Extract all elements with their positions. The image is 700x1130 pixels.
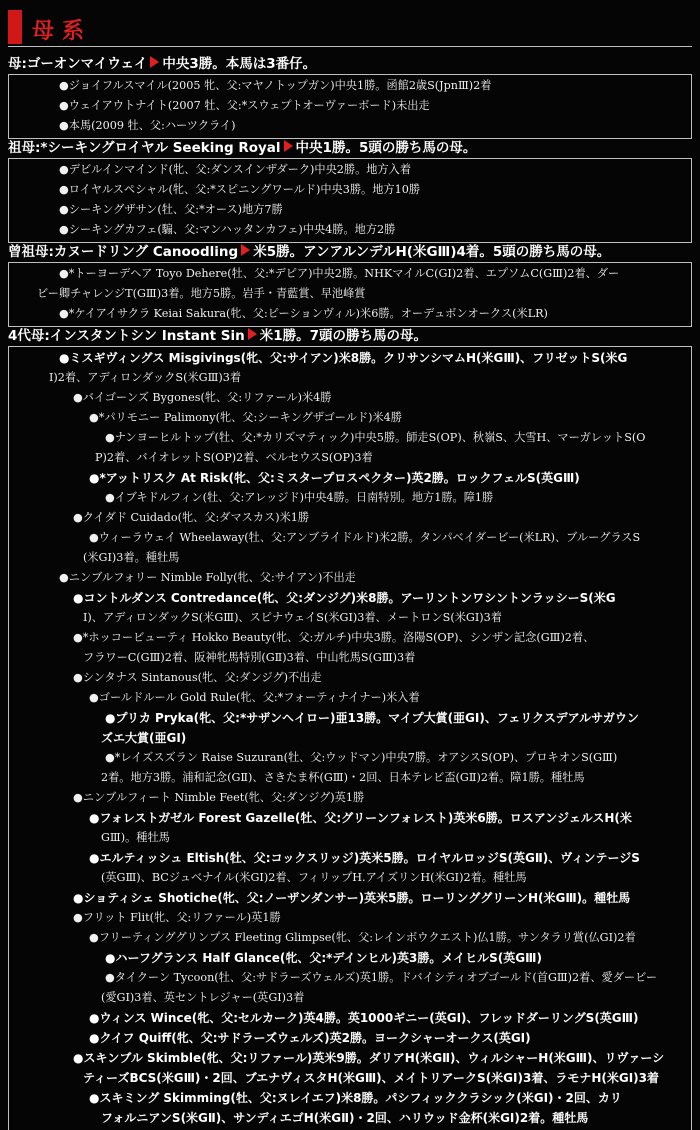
list-item: ●ジョイフルスマイル(2005 牝、父:マヤノトップガン)中央1勝。函館2歳S(JpnⅢ)2着 (59, 79, 492, 92)
list-item: ●*パリモニー Palimony(牝、父:シーキングザゴールド)米4勝 (89, 411, 402, 424)
list-item: ●ゴールドルール Gold Rule(牝、父:*フォーティナイナー)米入着 (89, 691, 420, 704)
list-item: ●フォレストガゼル Forest Gazelle(牡、父:グリーンフォレスト)英米6勝。ロスアンジェルスH(米 (89, 811, 632, 825)
list-item-continued: P)2着、バイオレットS(OP)2着、ベルセウスS(OP)3着 (95, 451, 373, 464)
list-item: ●ニンブルフィート Nimble Feet(牝、父:ダンジグ)英1勝 (73, 791, 365, 804)
list-item: ●*ケイアイサクラ Keiai Sakura(牝、父:ピーションヴィル)米6勝。オーデュボンオークス(米LR) (59, 307, 548, 320)
list-item: ●ニンブルフォリー Nimble Folly(牝、父:サイアン)不出走 (59, 571, 356, 584)
list-item: ●シーキングカフェ(騸、父:マンハッタンカフェ)中央4勝。地方2勝 (59, 223, 396, 236)
list-item: ●シーキングザサン(牡、父:*オース)地方7勝 (59, 203, 283, 216)
list-item-continued: フォルニアンS(米GⅡ)、サンディエゴH(米GⅡ)・2回、ハリウッド金杯(米GⅠ)2着。種牡馬 (101, 1111, 589, 1125)
list-item: ●*ホッコービューティ Hokko Beauty(牝、父:ガルチ)中央3勝。洛陽S(OP)、シンザン記念(GⅢ)2着、 (73, 631, 595, 644)
title-rule (8, 46, 692, 47)
fourth-dam-summary: 米1勝。7頭の勝ち馬の母。 (259, 328, 428, 344)
fourth-dam-progeny-list (8, 346, 692, 1130)
arrow-icon (241, 244, 250, 256)
arrow-icon (248, 328, 257, 340)
list-item: ●ウィンス Wince(牝、父:セルカーク)英4勝。英1000ギニー(英GⅠ)、フレッドダーリングS(英GⅢ) (89, 1011, 639, 1025)
list-item: ●タイクーン Tycoon(牡、父:サドラーズウェルズ)英1勝。ドバイシティオブゴールド(首GⅢ)2着、愛ダービー (105, 971, 658, 984)
list-item: ●フリット Flit(牝、父:リファール)英1勝 (73, 911, 281, 924)
list-item-continued: フラワーC(GⅢ)2着、阪神牝馬特別(GⅡ)3着、中山牝馬S(GⅢ)3着 (83, 651, 416, 664)
great-granddam-section (8, 238, 692, 327)
great-granddam-name: 曾祖母:カヌードリング Canoodling (8, 244, 239, 260)
list-item: ●クイダド Cuidado(牝、父:ダマスカス)米1勝 (73, 511, 310, 524)
dam-progeny-list (8, 74, 692, 139)
list-item: ●シンタナス Sintanous(牝、父:ダンジグ)不出走 (73, 671, 322, 684)
list-item-continued: ズエ大賞(亜GⅠ) (101, 731, 187, 745)
granddam-section (8, 134, 692, 243)
list-item-continued: ビー卿チャレンジT(GⅢ)3着。地方5勝。岩手・青藍賞、早池峰賞 (37, 287, 366, 300)
list-item: ●本馬(2009 牡、父:ハーツクライ) (59, 119, 236, 132)
list-item: ●クイフ Quiff(牝、父:サドラーズウェルズ)英2勝。ヨークシャーオークス(英GⅠ) (89, 1031, 531, 1045)
list-item-continued: (英GⅢ)、BCジュベナイル(米GⅠ)2着、フィリップH.アイズリンH(米GⅠ)2着。種牡馬 (101, 871, 527, 884)
fourth-dam-header (8, 322, 692, 346)
granddam-header (8, 134, 692, 158)
section-title (8, 10, 692, 48)
list-item-continued: GⅢ)。種牡馬 (101, 831, 170, 844)
granddam-name: 祖母:*シーキングロイヤル Seeking Royal (8, 140, 281, 156)
arrow-icon (150, 56, 159, 68)
list-item: ●*レイズスズラン Raise Suzuran(牡、父:ウッドマン)中央7勝。オアシスS(OP)、プロキオンS(GⅢ) (105, 751, 618, 764)
list-item: ●*アットリスク At Risk(牝、父:ミスタープロスペクター)英2勝。ロックフェルS(英GⅢ) (89, 471, 580, 485)
list-item: ●ナンヨーヒルトップ(牡、父:*カリズマティック)中央5勝。師走S(OP)、秋嶺S、大雪H、マーガレットS(O (105, 431, 646, 444)
list-item-continued: (米GⅠ)3着。種牡馬 (83, 551, 180, 564)
list-item: ●バイゴーンズ Bygones(牝、父:リファール)米4勝 (73, 391, 332, 404)
list-item: ●エルティッシュ Eltish(牡、父:コックスリッジ)英米5勝。ロイヤルロッジS(英GⅡ)、ヴィンテージS (89, 851, 640, 865)
list-item: ●スキミング Skimming(牡、父:ヌレイエフ)米8勝。パシフィッククラシック(米GⅠ)・2回、カリ (89, 1091, 622, 1105)
list-item-continued: 2着。地方3勝。浦和記念(GⅡ)、さきたま杯(GⅢ)・2回、日本テレビ盃(GⅡ)2着。障1勝。種牡馬 (101, 771, 585, 784)
list-item: ●*トーヨーデヘア Toyo Dehere(牡、父:*デピア)中央2勝。NHKマイルC(GⅠ)2着、エプソムC(GⅢ)2着、ダー (59, 267, 620, 280)
list-item: ●ハーフグランス Half Glance(牝、父:*デインヒル)英3勝。メイヒルS(英GⅢ) (105, 951, 542, 965)
list-item: ●ウィーラウェイ Wheelaway(牡、父:アンブライドルド)米2勝。タンパベイダービー(米LR)、ブルーグラスS (89, 531, 641, 544)
great-granddam-header (8, 238, 692, 262)
list-item: ●デビルインマインド(牝、父:ダンスインザダーク)中央2勝。地方入着 (59, 163, 412, 176)
fourth-dam-name: 4代母:インスタントシン Instant Sin (8, 328, 245, 344)
list-item-continued: ティーズBCS(米GⅢ)・2回、ブエナヴィスタH(米GⅢ)、メイトリアークS(米GⅠ)3着、ラモナH(米GⅠ)3着 (83, 1071, 660, 1085)
list-item-continued: (愛GⅠ)3着、英セントレジャー(英GⅠ)3着 (101, 991, 305, 1004)
fourth-dam-section (8, 322, 692, 1130)
great-granddam-progeny-list (8, 262, 692, 327)
list-item-continued: Ⅰ)2着、アディロンダックS(米GⅢ)3着 (49, 371, 242, 384)
title-accent-bar (8, 10, 22, 44)
list-item: ●ショティシェ Shotiche(牝、父:ノーザンダンサー)英米5勝。ローリンググリーンH(米GⅢ)。種牡馬 (73, 891, 631, 905)
list-item: ●イブキドルフィン(牡、父:アレッジド)中央4勝。日南特別。地方1勝。障1勝 (105, 491, 494, 504)
dam-header (8, 50, 692, 74)
list-item: ●スキンブル Skimble(牝、父:リファール)英米9勝。ダリアH(米GⅡ)、ウィルシャーH(米GⅢ)、リヴァーシ (73, 1051, 665, 1065)
dam-section (8, 50, 692, 139)
list-item: ●ロイヤルスペシャル(牝、父:*スピニングワールド)中央3勝。地方10勝 (59, 183, 421, 196)
section-title-text: 母系 (32, 19, 93, 44)
dam-name: 母:ゴーオンマイウェイ (8, 56, 148, 72)
list-item: ●フリーティンググリンプス Fleeting Glimpse(牝、父:レインボウクエスト)仏1勝。サンタラリ賞(仏GⅠ)2着 (89, 931, 636, 944)
list-item: ●コントルダンス Contredance(牝、父:ダンジグ)米8勝。アーリントンワシントンラッシーS(米G (73, 591, 616, 605)
list-item: ●プリカ Pryka(牝、父:*サザンヘイロー)亜13勝。マイプ大賞(亜GⅠ)、フェリクスデアルサガウン (105, 711, 639, 725)
list-item: ●ミスギヴィングス Misgivings(牝、父:サイアン)米8勝。クリサンシマムH(米GⅢ)、フリゼットS(米G (59, 351, 628, 365)
granddam-progeny-list (8, 158, 692, 243)
arrow-icon (284, 140, 293, 152)
great-granddam-summary: 米5勝。アンアルンデルH(米GⅢ)4着。5頭の勝ち馬の母。 (253, 244, 611, 260)
list-item-continued: Ⅰ)、アディロンダックS(米GⅢ)、スピナウェイS(米GⅠ)3着、メートロンS(米GⅠ)3着 (83, 611, 502, 624)
list-item: ●ウェイアウトナイト(2007 牡、父:*スウェプトオーヴァーボード)未出走 (59, 99, 430, 112)
granddam-summary: 中央1勝。5頭の勝ち馬の母。 (295, 140, 477, 156)
dam-summary: 中央3勝。本馬は3番仔。 (162, 56, 317, 72)
